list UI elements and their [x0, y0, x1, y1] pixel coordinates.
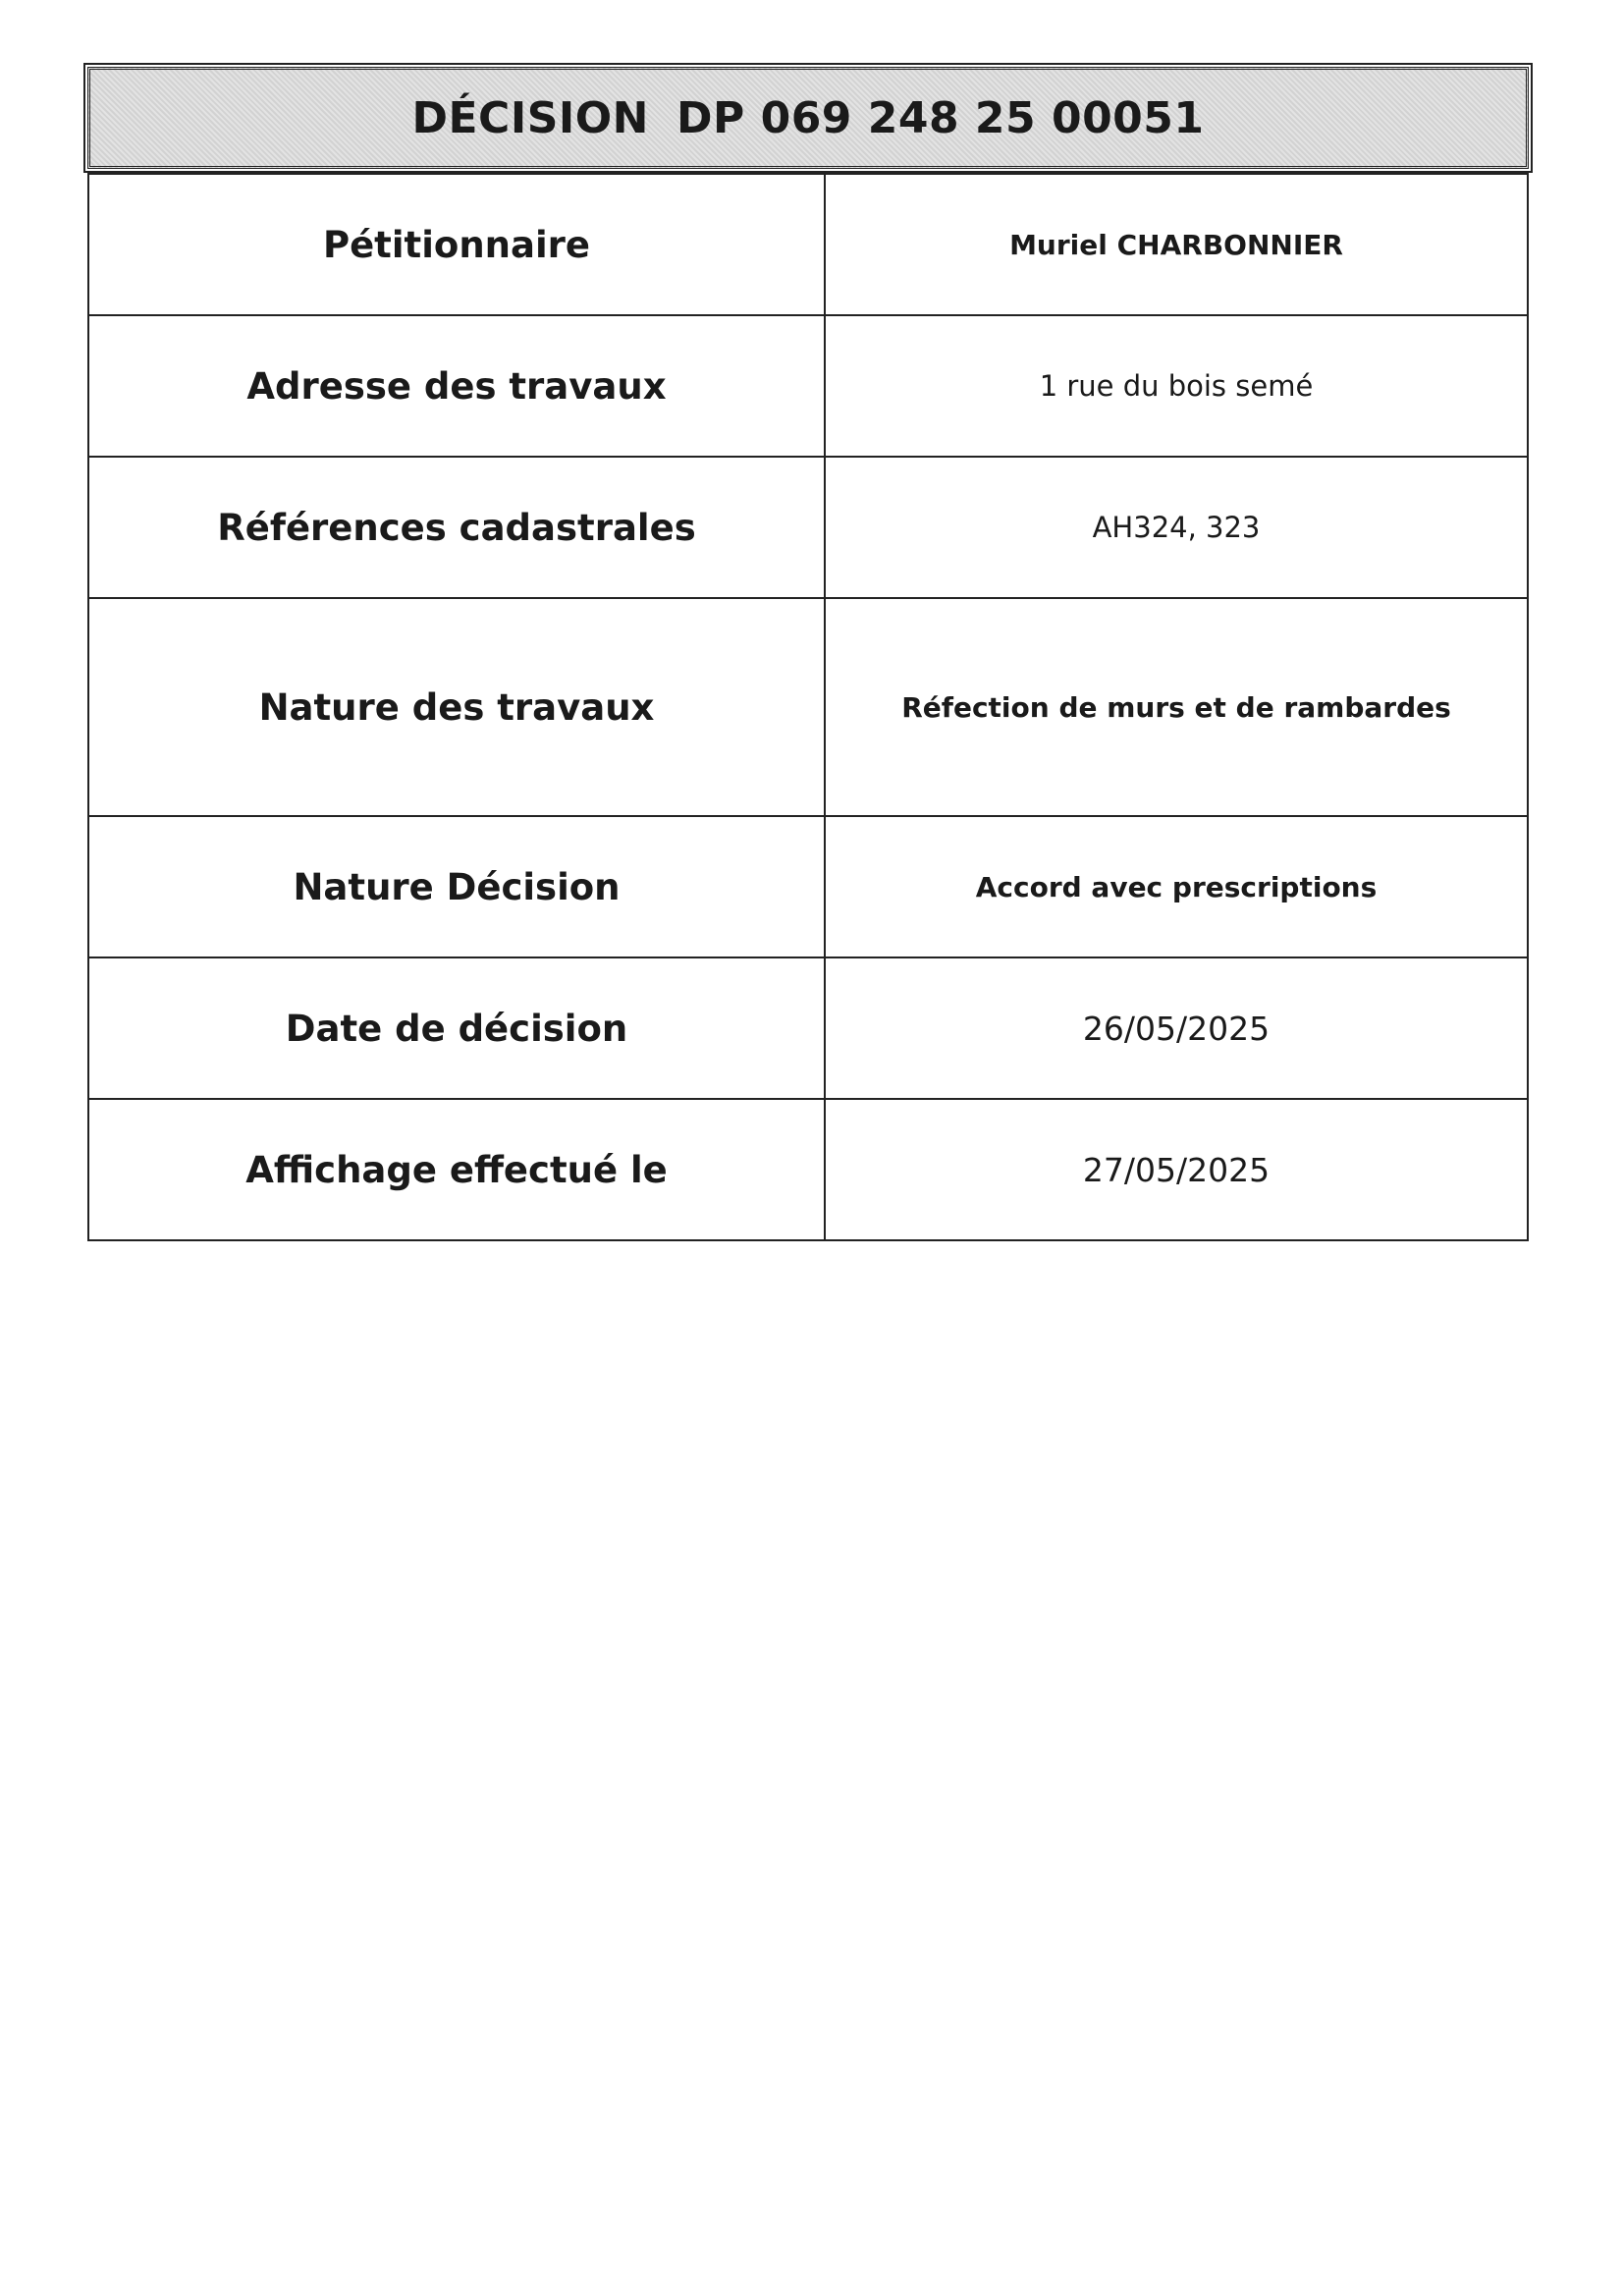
decision-title [411, 93, 1204, 143]
row-nature-decision [88, 816, 1528, 957]
decision-table [87, 173, 1529, 1241]
row-label: Nature Décision [88, 816, 825, 957]
row-adresse [88, 315, 1528, 457]
row-value: 27/05/2025 [825, 1099, 1528, 1240]
row-label: Date de décision [88, 957, 825, 1099]
row-label: Références cadastrales [88, 457, 825, 598]
row-value: Accord avec prescriptions [825, 816, 1528, 957]
row-label: Adresse des travaux [88, 315, 825, 457]
row-date-decision [88, 957, 1528, 1099]
row-value: 1 rue du bois semé [825, 315, 1528, 457]
row-label: Pétitionnaire [88, 174, 825, 315]
row-value: AH324, 323 [825, 457, 1528, 598]
row-value: Réfection de murs et de rambardes [825, 598, 1528, 816]
decision-header [87, 67, 1529, 169]
decision-number: DP 069 248 25 00051 [676, 92, 1205, 143]
row-references [88, 457, 1528, 598]
row-affichage [88, 1099, 1528, 1240]
row-label: Affichage effectué le [88, 1099, 825, 1240]
row-nature-travaux [88, 598, 1528, 816]
row-value: Muriel CHARBONNIER [825, 174, 1528, 315]
row-value: 26/05/2025 [825, 957, 1528, 1099]
row-petitionnaire [88, 174, 1528, 315]
decision-label: DÉCISION [411, 92, 649, 143]
row-label: Nature des travaux [88, 598, 825, 816]
decision-sheet [87, 67, 1529, 1241]
